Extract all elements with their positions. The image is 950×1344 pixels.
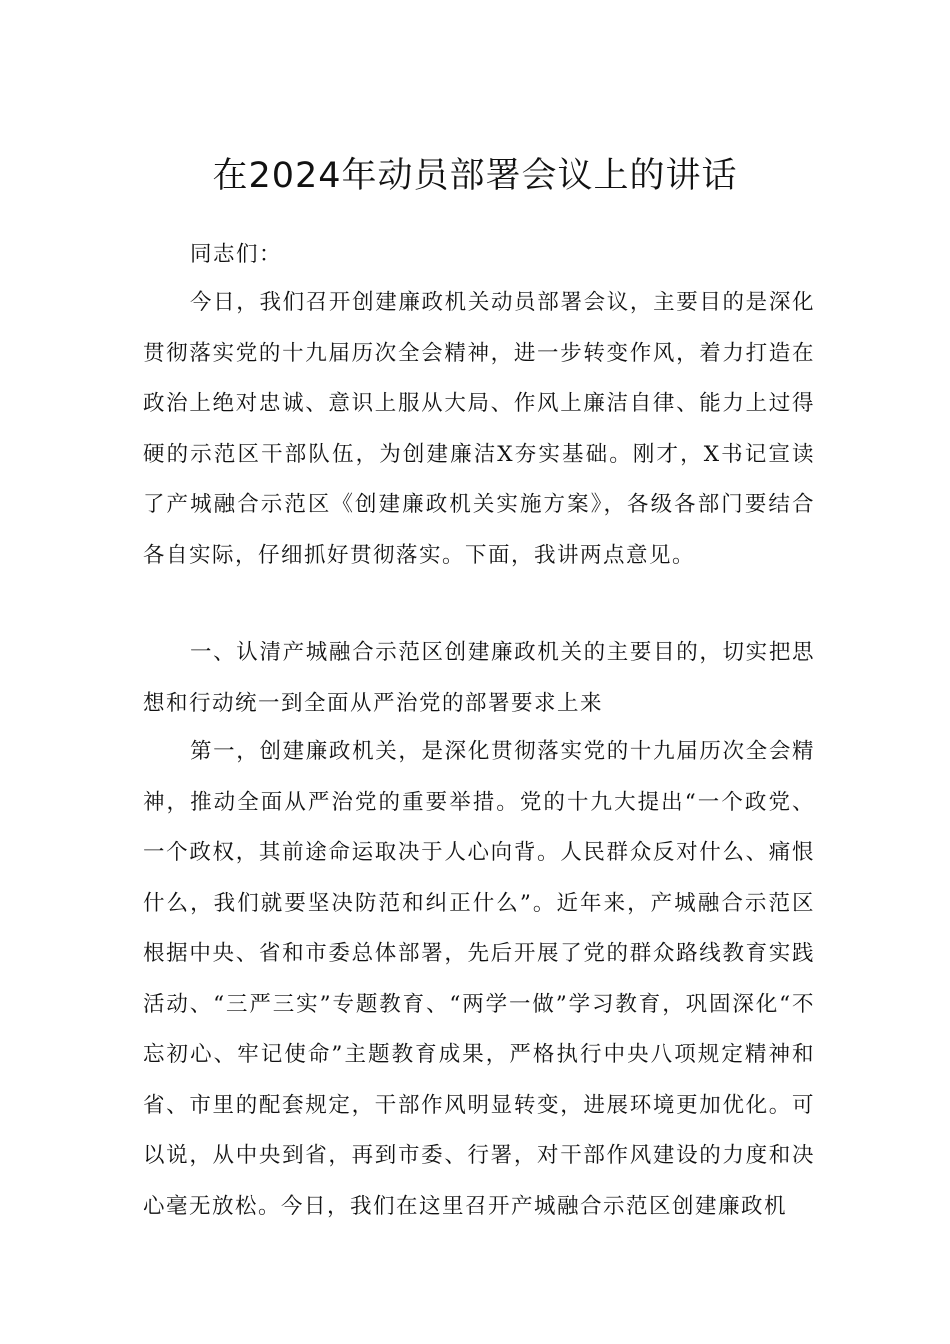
greeting-paragraph: 同志们： [190,242,283,267]
document-title: 在2024年动员部署会议上的讲话 [212,156,738,197]
first-point-paragraph: 第一，创建廉政机关，是深化贯彻落实党的十九届历次全会精神，推动全面从严治党的重要举措。党的十九大提出“一个政党、一个政权，其前途命运取决于人心向背。人民群众反对什么、痛恨什么，我们就要坚决防范和纠正什么”。近年来，产城融合示范区根据中央、省和市委总体部署，先后开展了党的群众路线教育实践活动、“三严三实”专题教育、“两学一做”学习教育，巩固深化“不忘初心、牢记使命”主题教育成果，严格执行中央八项规定精神和省、市里的配套规定，干部作风明显转变，进展环境更加优化。可以说，从中央到省，再到市委、行署，对干部作风建设的力度和决心毫无放松。今日，我们在这里召开产城融合示范区创建廉政机 [143,739,815,1219]
intro-paragraph: 今日，我们召开创建廉政机关动员部署会议，主要目的是深化贯彻落实党的十九届历次全会精神，进一步转变作风，着力打造在政治上绝对忠诚、意识上服从大局、作风上廉洁自律、能力上过得硬的示范区干部队伍，为创建廉洁X夯实基础。刚才，X书记宣读了产城融合示范区《创建廉政机关实施方案》，各级各部门要结合各自实际，仔细抓好贯彻落实。下面，我讲两点意见。 [143,290,815,568]
section-heading-1: 一、认清产城融合示范区创建廉政机关的主要目的，切实把思想和行动统一到全面从严治党的部署要求上来 [143,640,815,716]
